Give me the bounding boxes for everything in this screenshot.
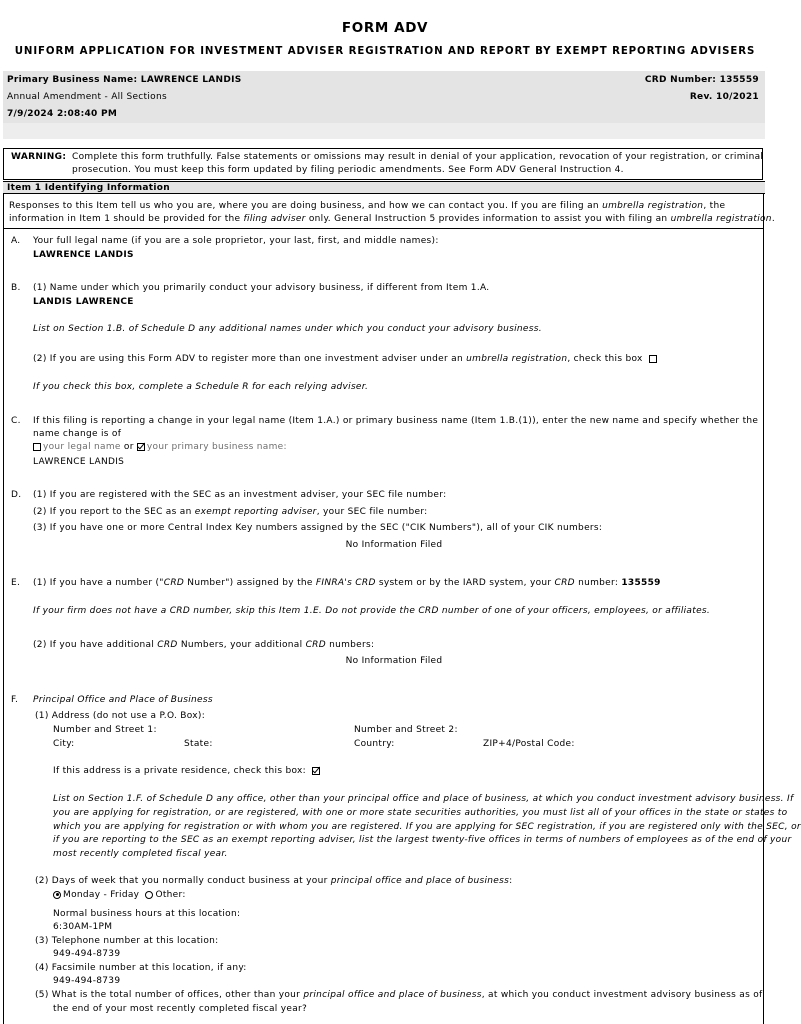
section-b-note1: List on Section 1.B. of Schedule D any additional names under which you conduct your advisory business. [33, 324, 542, 334]
days-part-b: principal office and place of business [330, 876, 510, 886]
e-q1-part-e: system or by the IARD system, your [375, 578, 555, 588]
section-e-note: If your firm does not have a CRD number, skip this Item 1.E. Do not provide the CRD number of one of your officers, employees, or affiliates. [33, 606, 711, 616]
business-days-question [35, 876, 512, 886]
private-residence-checkbox[interactable] [312, 767, 320, 775]
country-label: Country: [354, 739, 395, 749]
days-part-a: (2) Days of week that you normally conduct business at your [35, 876, 331, 886]
section-a-question: Your full legal name (if you are a sole proprietor, your last, first, and middle names): [33, 236, 439, 246]
item1-intro-line2 [9, 214, 775, 224]
filing-timestamp: 7/9/2024 2:08:40 PM [7, 109, 118, 119]
section-b-business-name: LANDIS LAWRENCE [33, 297, 134, 307]
warning-label: WARNING: [11, 152, 67, 162]
offices-part-a: (5) What is the total number of offices, other than your [35, 990, 304, 1000]
item1-intro-line1 [9, 201, 725, 211]
umbrella-registration-checkbox[interactable] [649, 355, 657, 363]
facsimile-value: 949-494-8739 [53, 976, 121, 986]
e-q1-part-g: number: [574, 578, 622, 588]
or-label: or [123, 442, 134, 452]
section-a-letter: A. [11, 236, 21, 246]
form-subtitle: UNIFORM APPLICATION FOR INVESTMENT ADVISER REGISTRATION AND REPORT BY EXEMPT REPORTING ADVISERS [14, 46, 756, 57]
section-c-question-line2: name change is of [33, 429, 122, 439]
section-e-question1 [33, 578, 661, 588]
section-d-question1: (1) If you are registered with the SEC as an investment adviser, your SEC file number: [33, 490, 447, 500]
section-c-new-name: LAWRENCE LANDIS [33, 457, 125, 467]
business-name-change-checkbox[interactable] [137, 443, 145, 451]
header-band-timestamp [3, 106, 765, 123]
b-q2-part-b: umbrella registration [466, 354, 568, 364]
private-residence-label: If this address is a private residence, check this box: [53, 766, 306, 776]
offices-part-b: principal office and place of business [303, 990, 482, 1000]
intro2-part-c: only. General Instruction 5 provides information to assist you with filing an [305, 214, 671, 224]
intro1-part-a: Responses to this Item tell us who you are, where you are doing business, and how we can contact you. If you are filing an [9, 201, 603, 211]
section-e-additional-crd-answer: No Information Filed [345, 656, 443, 666]
e-q2-part-b: CRD [157, 640, 178, 650]
header-band-blank [3, 123, 765, 139]
offices-part-c: , at which you conduct investment advisory business as of [481, 990, 763, 1000]
e-q1-part-a: (1) If you have a number (" [33, 578, 164, 588]
e-q1-part-c: Number") assigned by the [184, 578, 316, 588]
telephone-value: 949-494-8739 [53, 949, 121, 959]
amendment-type: Annual Amendment - All Sections [7, 92, 167, 102]
section-f-note-line2: you are applying for registration, or are registered, with one or more state securities authorities, you must list all of your offices in the state or states to [53, 808, 788, 818]
offices-question-line2: the end of your most recently completed fiscal year? [53, 1004, 308, 1014]
section-c-letter: C. [11, 416, 21, 426]
crd-number: CRD Number: 135559 [644, 75, 759, 85]
facsimile-label: (4) Facsimile number at this location, if any: [35, 963, 247, 973]
b-q2-part-a: (2) If you are using this Form ADV to register more than one investment adviser under an [33, 354, 467, 364]
section-b-question1: (1) Name under which you primarily conduct your advisory business, if different from Item 1.A. [33, 283, 490, 293]
other-days-label: Other: [155, 890, 186, 900]
city-label: City: [53, 739, 75, 749]
section-f-heading: Principal Office and Place of Business [33, 695, 213, 705]
legal-name-change-checkbox[interactable] [33, 443, 41, 451]
frame-right-border [763, 194, 764, 1024]
address-label: (1) Address (do not use a P.O. Box): [35, 711, 206, 721]
section-e-letter: E. [11, 578, 21, 588]
section-b-note2: If you check this box, complete a Schedule R for each relying adviser. [33, 382, 369, 392]
d-q2-part-c: , your SEC file number: [316, 507, 428, 517]
intro2-part-b: filing adviser [243, 214, 306, 224]
section-f-note-line4: if you are reporting to the SEC as an exempt reporting adviser, list the largest twenty-five offices in terms of numbers of employees as of the end of your [53, 835, 792, 845]
telephone-label: (3) Telephone number at this location: [35, 936, 219, 946]
warning-text-line1: Complete this form truthfully. False statements or omissions may result in denial of your application, revocation of your registration, or criminal [72, 152, 764, 162]
e-q2-part-a: (2) If you have additional [33, 640, 158, 650]
section-e-question2 [33, 640, 374, 650]
header-band-amendment [3, 89, 765, 106]
section-b-question2 [33, 354, 659, 364]
days-part-c: : [509, 876, 513, 886]
legal-name-option-label: your legal name [43, 442, 121, 452]
business-hours-label: Normal business hours at this location: [53, 909, 241, 919]
b-q2-part-c: , check this box [567, 354, 643, 364]
frame-left-border [3, 194, 4, 1024]
section-c-options [33, 442, 287, 452]
intro2-part-a: information in Item 1 should be provided for the [9, 214, 244, 224]
section-a-legal-name: LAWRENCE LANDIS [33, 250, 134, 260]
intro1-part-c: , the [703, 201, 726, 211]
street1-label: Number and Street 1: [53, 725, 157, 735]
offices-question-line1 [35, 990, 763, 1000]
business-days-options [53, 890, 186, 900]
section-c-question-line1: If this filing is reporting a change in your legal name (Item 1.A.) or primary business name (Item 1.B.(1)), enter the new name and specify whether the [33, 416, 759, 426]
section-f-note-line5: most recently completed fiscal year. [53, 849, 228, 859]
section-f-letter: F. [11, 695, 19, 705]
primary-business-name: Primary Business Name: LAWRENCE LANDIS [7, 75, 242, 85]
form-title: FORM ADV [341, 20, 429, 36]
monday-friday-radio[interactable] [53, 891, 61, 899]
business-name-option-label: your primary business name: [146, 442, 287, 452]
form-revision: Rev. 10/2021 [689, 92, 759, 102]
state-label: State: [184, 739, 213, 749]
section-b-letter: B. [11, 283, 21, 293]
header-band-name [3, 71, 765, 89]
section-f-note-line1: List on Section 1.F. of Schedule D any office, other than your principal office and place of business, at which you conduct investment advisory business. If [53, 794, 794, 804]
item1-heading: Item 1 Identifying Information [7, 183, 170, 193]
intro2-part-d: umbrella registration [670, 214, 772, 224]
intro-divider [3, 228, 764, 229]
section-d-question2 [33, 507, 428, 517]
other-days-radio[interactable] [145, 891, 153, 899]
d-q2-part-b: exempt reporting adviser [194, 507, 317, 517]
business-hours-value: 6:30AM-1PM [53, 922, 113, 932]
crd-number-value: 135559 [621, 578, 661, 588]
street2-label: Number and Street 2: [354, 725, 458, 735]
monday-friday-label: Monday - Friday [63, 890, 140, 900]
e-q2-part-c: Numbers, your additional [177, 640, 306, 650]
intro1-part-b: umbrella registration [602, 201, 704, 211]
e-q1-part-d: FINRA's CRD [315, 578, 376, 588]
e-q1-part-f: CRD [554, 578, 575, 588]
private-residence-row [53, 766, 322, 776]
section-d-letter: D. [11, 490, 22, 500]
e-q1-part-b: CRD [163, 578, 185, 588]
intro2-part-e: . [771, 214, 775, 224]
e-q2-part-e: numbers: [325, 640, 375, 650]
section-d-cik-answer: No Information Filed [345, 540, 443, 550]
e-q2-part-d: CRD [305, 640, 326, 650]
warning-text-line2: prosecution. You must keep this form updated by filing periodic amendments. See Form ADV General Instruction 4. [72, 165, 624, 175]
section-f-note-line3: which you are applying for registration or with whom you are registered. If you are applying for SEC registration, if you are registered only with the SEC, or [53, 822, 801, 832]
d-q2-part-a: (2) If you report to the SEC as an [33, 507, 195, 517]
zip-label: ZIP+4/Postal Code: [483, 739, 575, 749]
section-d-question3: (3) If you have one or more Central Index Key numbers assigned by the SEC ("CIK Numbers"), all of your CIK numbers: [33, 523, 603, 533]
